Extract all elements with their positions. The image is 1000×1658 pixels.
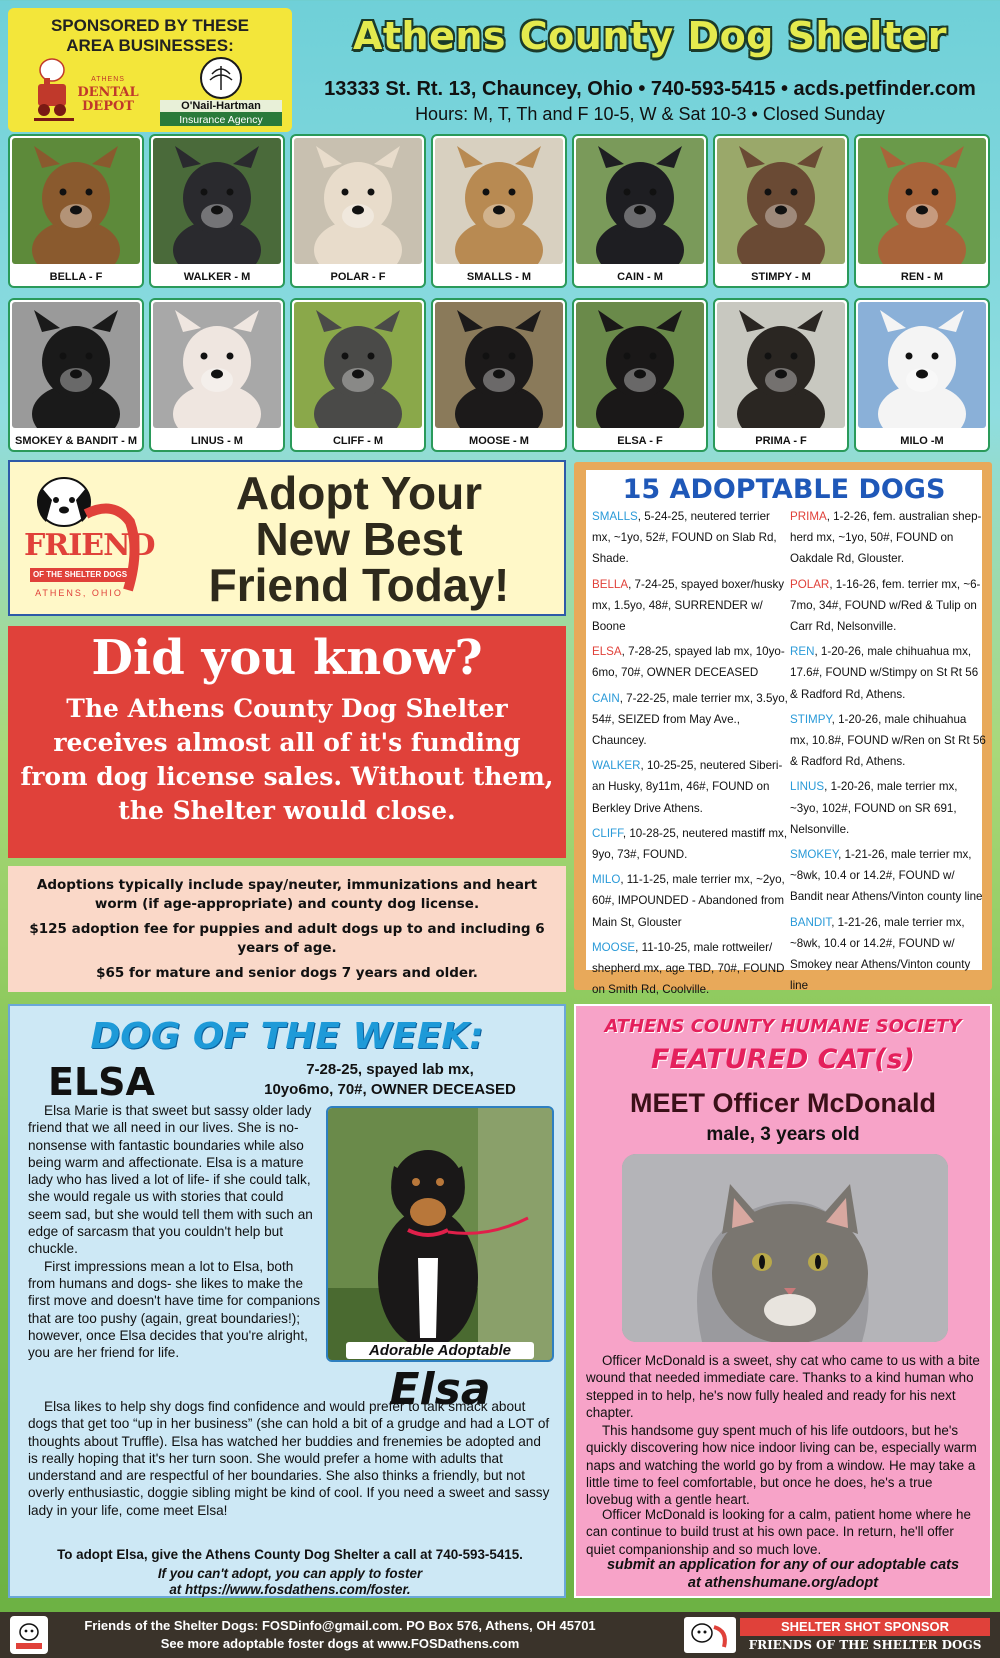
adopt-headline: [160, 467, 558, 611]
dental-depot-logo: [30, 56, 148, 126]
humane-society-name: ATHENS COUNTY HUMANE SOCIETY: [604, 1016, 962, 1037]
adoptable-entry: [790, 641, 986, 705]
dog-photo: [858, 302, 986, 428]
footer-contact: Friends of the Shelter Dogs: FOSDinfo@gmail.com. PO Box 576, Athens, OH 45701: [84, 1618, 596, 1633]
dog-card[interactable]: [431, 298, 567, 452]
dog-of-the-week-photo: [326, 1106, 554, 1362]
sponsor-title-line1: SPONSORED BY THESE: [50, 16, 250, 35]
adoptable-entry-details: , 1-21-26, male terrier mx, ~8wk, 10.4 or 14.2#, FOUND w/ Bandit near Athens/Vinton county line: [790, 848, 983, 904]
dog-name: CAIN - M: [617, 271, 663, 283]
adoptable-list-title: 15 ADOPTABLE DOGS: [622, 474, 946, 505]
shot-sponsor-label: SHELTER SHOT SPONSOR: [740, 1618, 990, 1636]
adoptable-entry-details: , 1-20-26, male terrier mx, ~3yo, 102#, FOUND on SR 691, Nelsonville.: [790, 780, 958, 836]
shot-sponsor-logo: [684, 1617, 736, 1653]
shot-sponsor-name: FRIENDS OF THE SHELTER DOGS: [748, 1638, 982, 1652]
adoptable-entry: [790, 844, 986, 908]
featured-cat-details: male, 3 years old: [706, 1124, 860, 1145]
shelter-title: Athens County Dog Shelter: [352, 14, 948, 58]
adoptable-entry-details: , 7-24-25, spayed boxer/husky mx, 1.5yo, 48#, SURRENDER w/ Boone: [592, 577, 785, 634]
featured-cat-bio-p1-text: Officer McDonald is a sweet, shy cat who came to us with a bite wound that needed immediate care. Thanks to a kind human who stepped in to help, he's now fully healed and ready for his next chapter.: [586, 1353, 980, 1420]
adoptable-entry: [790, 709, 986, 773]
adoptable-entry-name: BANDIT: [790, 915, 832, 929]
dog-name: MOOSE - M: [469, 435, 529, 447]
featured-cat-bio-p2: [586, 1422, 980, 1508]
dog-name: LINUS - M: [191, 435, 243, 447]
friend-of-shelter-dogs-logo: [24, 470, 155, 608]
dog-photo: [858, 138, 986, 264]
fosd-footer-logo: [10, 1616, 48, 1654]
dotw-photo-caption: Adorable Adoptable: [346, 1342, 534, 1359]
adoptable-entry-name: CLIFF: [592, 826, 623, 840]
adoptable-entry-name: REN: [790, 645, 815, 659]
featured-cats-heading: FEATURED CAT(s): [651, 1044, 915, 1075]
featured-cat-bio-p3-text: Officer McDonald is looking for a calm, patient home where he can continue to build trust at his own pace. In return, he'll offer quiet companionship and so much love.: [586, 1507, 971, 1557]
dog-photo: [435, 138, 563, 264]
dog-photo: [717, 138, 845, 264]
dog-card[interactable]: [713, 298, 849, 452]
adopt-line2: New Best: [255, 513, 463, 565]
dog-photo: [12, 138, 140, 264]
adoptable-list-right: [790, 506, 986, 1000]
shelter-address: 13333 St. Rt. 13, Chauncey, Ohio • 740-593-5415 • acds.petfinder.com: [324, 78, 976, 100]
dog-photo: [153, 302, 281, 428]
dog-name: WALKER - M: [183, 271, 251, 283]
adoptable-entry-name: BELLA: [592, 577, 629, 591]
dog-name: SMOKEY & BANDIT - M: [14, 435, 138, 447]
featured-cat-bio-p1: [586, 1352, 980, 1421]
adoptable-entry: [790, 574, 986, 638]
dog-name: CLIFF - M: [332, 435, 384, 447]
friend-logo-word: FRIEND: [24, 528, 155, 563]
dotw-photo-name: Elsa: [389, 1364, 491, 1415]
adoptable-entry-name: CAIN: [592, 691, 620, 705]
humane-society-box: [574, 1004, 992, 1598]
dotw-desc-line1: 7-28-25, spayed lab mx,: [306, 1061, 474, 1078]
dog-photo: [717, 302, 845, 428]
shelter-hours: Hours: M, T, Th and F 10-5, W & Sat 10-3 • Closed Sunday: [415, 104, 885, 124]
did-you-know-box: [8, 626, 566, 858]
adoptable-entry-details: , 5-24-25, neutered terrier mx, ~1yo, 52#, FOUND on Slab Rd, Shade.: [592, 510, 777, 566]
adoptable-entry-name: STIMPY: [790, 712, 832, 726]
adoptable-entry-name: SMOKEY: [790, 848, 839, 862]
adoption-info-box: [8, 866, 566, 992]
onail-name: O'Nail-Hartman: [160, 100, 282, 112]
dental-name: DENTAL DEPOT: [77, 85, 139, 114]
adoptable-entry-details: , 10-25-25, neutered Siberi-an Husky, 8y11m, 46#, FOUND on Berkley Drive Athens.: [592, 759, 783, 815]
dotw-bio-p3-text: Elsa likes to help shy dogs find confidence and would prefer to talk smack about dogs that get too “up in her business” (she can hold a bit of a grudge and had a LOT of thoughts about Truffle). Elsa has watched her buddies and frenemies be adopted and is really hoping that it's her turn soon. She would prefer a home with adults that understand and are respectful of her boundaries. She also thinks a friendly, but not overly enthusiastic, doggie sibling might be kind of cool. If you need a sweet and sassy lady in your life, come meet Elsa!: [28, 1399, 550, 1518]
dog-photo: [294, 138, 422, 264]
dog-card[interactable]: [149, 298, 285, 452]
dotw-bio-p1: [28, 1102, 320, 1361]
onail-sub: Insurance Agency: [179, 114, 263, 126]
dog-of-the-week-title: DOG OF THE WEEK:: [90, 1016, 484, 1057]
dog-card[interactable]: [854, 134, 990, 288]
featured-cat-photo: [622, 1154, 948, 1342]
adoptable-entry-details: , 1-16-26, fem. terrier mx, ~6-7mo, 34#, FOUND w/Red & Tulip on Carr Rd, Nelsonville.: [790, 577, 981, 634]
dog-name: SMALLS - M: [466, 271, 532, 283]
dotw-bio-p2-text: First impressions mean a lot to Elsa, both from humans and dogs- she likes to make the first move and doesn't have time for companions that are too pushy (again, great boundaries!); however, once Elsa decides that you're alright, you are her friend for life.: [28, 1258, 320, 1361]
adoptable-entry-name: ELSA: [592, 645, 622, 659]
dog-photo: [12, 302, 140, 428]
humane-apply-link[interactable]: at athenshumane.org/adopt: [687, 1575, 879, 1591]
dog-card[interactable]: [713, 134, 849, 288]
dog-name: MILO -M: [900, 435, 944, 447]
adoptable-entry: [790, 912, 986, 997]
dotw-bio-p3: [28, 1398, 552, 1519]
adopt-line3: Friend Today!: [208, 559, 510, 611]
dotw-call-to-action: To adopt Elsa, give the Athens County Dog Shelter a call at 740-593-5415.: [57, 1547, 523, 1562]
dog-photo: [153, 138, 281, 264]
adoptable-entry-name: PRIMA: [790, 510, 827, 523]
humane-apply-line1: submit an application for any of our adoptable cats: [606, 1557, 960, 1573]
dog-name: STIMPY - M: [751, 271, 811, 283]
dog-of-the-week-name: ELSA: [48, 1060, 155, 1104]
onail-hartman-logo: [160, 56, 282, 126]
dog-of-the-week-box: [8, 1004, 566, 1598]
featured-cat-bio-p3: [586, 1506, 980, 1558]
adoption-fee-adult: $125 adoption fee for puppies and adult dogs up to and including 6 years of age.: [29, 921, 545, 956]
adoptable-entry: [592, 506, 788, 570]
adoptable-entry-name: POLAR: [790, 577, 830, 591]
footer-text: [60, 1617, 620, 1653]
sponsor-title: [8, 16, 292, 56]
dog-photo: [435, 302, 563, 428]
adoptable-entry-details: , 7-28-25, spayed lab mx, 10yo-6mo, 70#, OWNER DECEASED: [592, 645, 785, 680]
dog-name: POLAR - F: [330, 271, 386, 283]
adoptable-entry: [592, 823, 788, 865]
adoptable-entry: [790, 506, 986, 570]
friend-logo-sub: OF THE SHELTER DOGS: [30, 568, 130, 582]
adoption-fee-senior: $65 for mature and senior dogs 7 years and older.: [96, 965, 478, 981]
adoption-info-includes: Adoptions typically include spay/neuter, immunizations and heart worm (if age-appropriate) and county dog license.: [36, 877, 538, 912]
dotw-bio-p1-text: Elsa Marie is that sweet but sassy older lady friend that we all need in our lives. She is no-nonsense with fantastic boundaries while also being warm and affectionate. Elsa is a mature lady who has lived a lot of life- if she could talk, she would regale us with stories that could seem sad, but she would tell them with such an edge of sarcasm that you couldn't help but chuckle.: [28, 1103, 313, 1257]
dog-name: REN - M: [900, 271, 944, 283]
adoptable-entry-details: , 1-20-26, male chihuahua mx, 17.6#, FOUND w/Stimpy on St Rt 56 & Radford Rd, Athens.: [790, 645, 979, 701]
dog-photo: [576, 138, 704, 264]
adoptable-entry: [592, 688, 788, 752]
dog-photo: [576, 302, 704, 428]
dog-of-the-week-desc: [240, 1060, 540, 1100]
adoptable-entry-details: , 11-10-25, male rottweiler/ shepherd mx, age TBD, 70#, FOUND on Smith Rd, Coolville.: [592, 940, 785, 997]
adoptable-entry: [592, 755, 788, 819]
dog-card[interactable]: [149, 134, 285, 288]
footer-website[interactable]: See more adoptable foster dogs at www.FOSDathens.com: [160, 1636, 520, 1651]
dotw-foster-info: [28, 1566, 552, 1598]
dotw-desc-line2: 10yo6mo, 70#, OWNER DECEASED: [264, 1081, 516, 1098]
sponsor-box: [8, 8, 292, 132]
dog-card[interactable]: [572, 298, 708, 452]
adoptable-entry: [592, 641, 788, 683]
dotw-foster-line1: If you can't adopt, you can apply to foster: [157, 1566, 423, 1581]
dog-card[interactable]: [854, 298, 990, 452]
adoptable-entry-name: WALKER: [592, 759, 641, 773]
dog-name: ELSA - F: [617, 435, 663, 447]
humane-society-apply: [576, 1556, 990, 1592]
dental-small: ATHENS: [91, 76, 125, 83]
footer: [0, 1612, 1000, 1658]
dotw-foster-link[interactable]: at https://www.fosdathens.com/foster.: [169, 1582, 411, 1597]
adoptable-entry-name: SMALLS: [592, 510, 638, 523]
dog-card[interactable]: [572, 134, 708, 288]
dog-card[interactable]: [431, 134, 567, 288]
featured-cat-name: MEET Officer McDonald: [629, 1088, 937, 1118]
adoptable-entry: [790, 776, 986, 840]
dog-name: BELLA - F: [49, 271, 103, 283]
did-you-know-body: The Athens County Dog Shelter receives almost all of it's funding from dog license sales. Without them, the Shelter would close.: [20, 694, 554, 825]
adoptable-entry-name: LINUS: [790, 780, 825, 794]
adoptable-entry-name: MILO: [592, 873, 621, 887]
adoptable-entry: [592, 574, 788, 638]
adoptable-entry-details: , 11-1-25, male terrier mx, ~2yo, 60#, IMPOUNDED - Abandoned from Main St, Glouster: [592, 873, 785, 929]
adoptable-entry-name: MOOSE: [592, 940, 636, 954]
dog-card[interactable]: [8, 134, 144, 288]
featured-cat-bio-p2-text: This handsome guy spent much of his life outdoors, but he's quickly discovering how nice indoor living can be, especially warm naps and watching the world go by from a window. He may take a little time to feel comfortable, but once he does, he's a true lovebug with a gentle heart.: [586, 1423, 977, 1508]
adoptable-entry: [592, 869, 788, 933]
did-you-know-title: Did you know?: [91, 630, 483, 686]
dog-card[interactable]: [8, 298, 144, 452]
dog-photo: [294, 302, 422, 428]
dog-card[interactable]: [290, 298, 426, 452]
sponsor-title-line2: AREA BUSINESSES:: [66, 36, 234, 55]
adopt-line1: Adopt Your: [235, 467, 483, 519]
adoptable-entry-details: , 1-2-26, fem. australian shep-herd mx, ~1yo, 50#, FOUND on Oakdale Rd, Glouster.: [790, 510, 982, 566]
friend-logo-city: ATHENS, OHIO: [35, 588, 123, 598]
adoptable-list-left: [592, 506, 788, 1004]
adoptable-entry: [592, 937, 788, 1001]
dog-name: PRIMA - F: [755, 435, 807, 447]
adoptable-entry-details: , 10-28-25, neutered mastiff mx, 9yo, 73#, FOUND.: [592, 826, 788, 862]
adoptable-entry-details: , 1-21-26, male terrier mx, ~8wk, 10.4 or 14.2#, FOUND w/ Smokey near Athens/Vinton county line: [790, 915, 971, 993]
dog-card[interactable]: [290, 134, 426, 288]
adoptable-entry-details: , 7-22-25, male terrier mx, 3.5yo, 54#, SEIZED from May Ave., Chauncey.: [592, 691, 788, 748]
adoptable-entry-details: , 1-20-26, male chihuahua mx, 10.8#, FOUND w/Ren on St Rt 56 & Radford Rd, Athens.: [790, 712, 986, 769]
adopt-banner: [8, 460, 566, 616]
